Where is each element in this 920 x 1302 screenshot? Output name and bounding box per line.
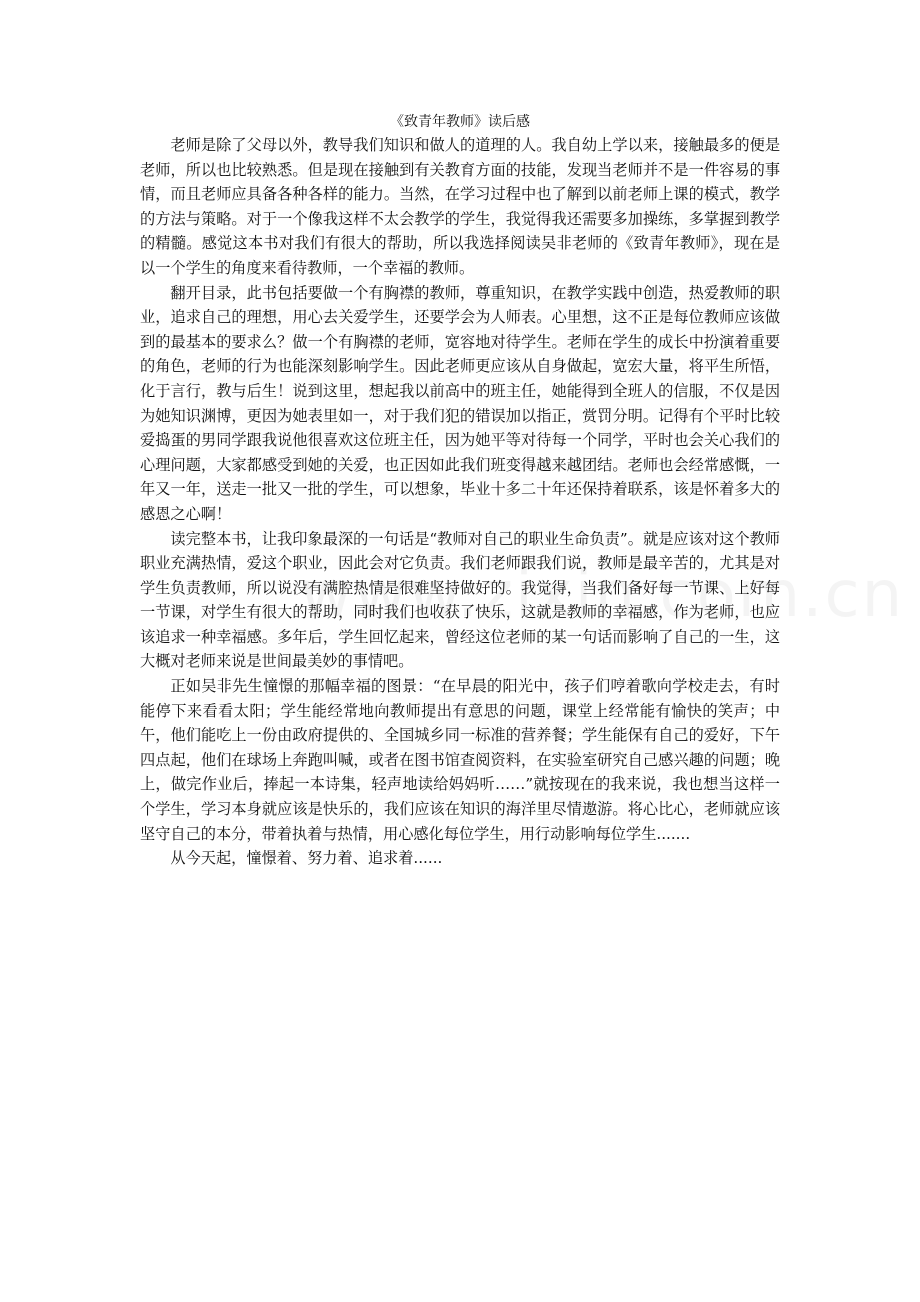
paragraph-5: 从今天起，憧憬着、努力着、追求着...... bbox=[170, 849, 443, 868]
document-body bbox=[140, 111, 780, 871]
paragraph-3: 读完整本书，让我印象最深的一句话是“教师对自己的职业生命负责”。就是应该对这个教师职业充满热情，爱这个职业，因此会对它负责。我们老师跟我们说，教师是最辛苦的，尤其是对学生负责教师，所以说没有满腔热情是很难坚持做好的。我觉得，当我们备好每一节课、上好每一节课，对学生有很大的帮助，同时我们也收获了快乐，这就是教师的幸福感，作为老师，也应该追求一种幸福感。多年后，学生回忆起来，曾经这位老师的某一句话而影响了自己的一生，这大概对老师来说是世间最美妙的事情吧。 bbox=[140, 529, 780, 671]
paragraph-1: 老师是除了父母以外，教导我们知识和做人的道理的人。我自幼上学以来，接触最多的便是老师，所以也比较熟悉。但是现在接触到有关教育方面的技能，发现当老师并不是一件容易的事情，而且老师应具备各种各样的能力。当然，在学习过程中也了解到以前老师上课的模式，教学的方法与策略。对于一个像我这样不太会教学的学生，我觉得我还需要多加操练，多掌握到教学的精髓。感觉这本书对我们有很大的帮助，所以我选择阅读吴非老师的《致青年教师》，现在是以一个学生的角度来看待教师，一个幸福的教师。 bbox=[140, 136, 780, 277]
document-title: 《致青年教师》读后感 bbox=[390, 114, 530, 130]
paragraph-2: 翻开目录，此书包括要做一个有胸襟的教师，尊重知识，在教学实践中创造，热爱教师的职业，追求自己的理想，用心去关爱学生，还要学会为人师表。心里想，这不正是每位教师应该做到的最基本的要求么？做一个有胸襟的老师，宽容地对待学生。老师在学生的成长中扮演着重要的角色，老师的行为也能深刻影响学生。因此老师更应该从自身做起，宽宏大量，将平生所悟，化于言行，教与后生！说到这里，想起我以前高中的班主任，她能得到全班人的信服，不仅是因为她知识渊博，更因为她表里如一，对于我们犯的错误加以指正，赏罚分明。记得有个平时比较爱捣蛋的男同学跟我说他很喜欢这位班主任，因为她平等对待每一个同学，平时也会关心我们的心理问题，大家都感受到她的关爱，也正因如此我们班变得越来越团结。老师也会经常感慨，一年又一年，送走一批又一批的学生，可以想象，毕业十多二十年还保持着联系，该是怀着多大的感恩之心啊！ bbox=[140, 283, 780, 523]
paragraph-4: 正如吴非先生憧憬的那幅幸福的图景：“在早晨的阳光中，孩子们哼着歌向学校走去，有时能停下来看看太阳；学生能经常地向教师提出有意思的问题，课堂上经常能有愉快的笑声；中午，他们能吃上一份由政府提供的、全国城乡同一标准的营养餐；学生能保有自己的爱好，下午四点起，他们在球场上奔跑叫喊，或者在图书馆查阅资料，在实验室研究自己感兴趣的问题；晚上，做完作业后，捧起一本诗集，轻声地读给妈妈听……”就按现在的我来说，我也想当这样一个学生，学习本身就应该是快乐的，我们应该在知识的海洋里尽情遨游。将心比心，老师就应该坚守自己的本分，带着执着与热情，用心感化每位学生，用行动影响每位学生....... bbox=[140, 677, 780, 843]
